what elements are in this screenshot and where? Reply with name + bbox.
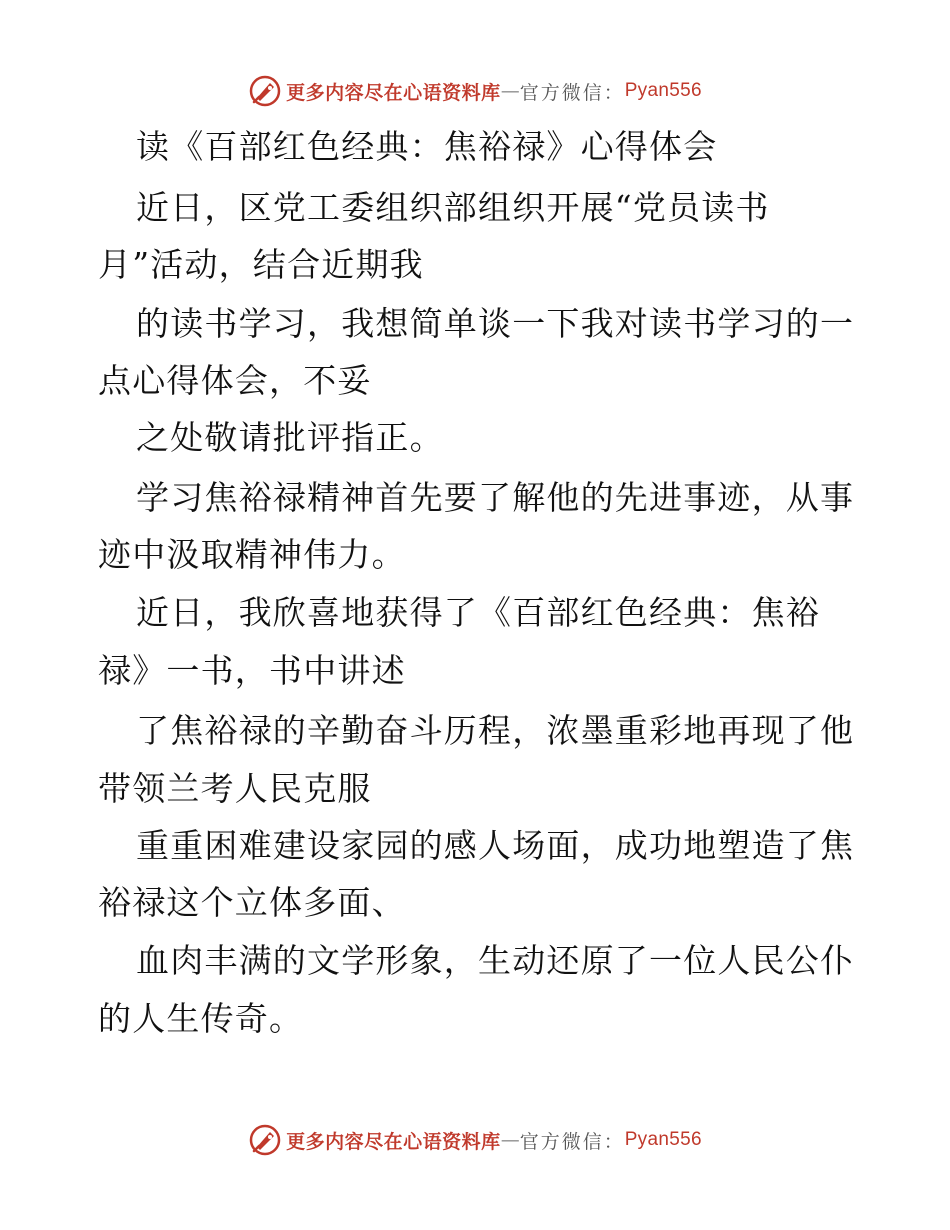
banner-wechat-label: 官方微信： bbox=[519, 1130, 625, 1153]
banner-wechat-label: 官方微信： bbox=[519, 81, 625, 104]
banner-wechat-id: Pyan556 bbox=[624, 80, 702, 101]
paragraph-line: 的人生传奇。 bbox=[98, 999, 304, 1038]
paragraph-line: 之处敬请批评指正。 bbox=[136, 418, 444, 457]
header-banner bbox=[0, 71, 950, 111]
banner-site-text: 更多内容尽在心语资料库 bbox=[286, 1130, 501, 1153]
paragraph-line: 近日，我欣喜地获得了《百部红色经典：焦裕 bbox=[136, 593, 820, 632]
paragraph-line: 血肉丰满的文学形象，生动还原了一位人民公仆 bbox=[136, 941, 855, 980]
document-title: 读《百部红色经典：焦裕禄》心得体会 bbox=[136, 127, 718, 166]
footer-banner bbox=[0, 1120, 950, 1160]
paragraph-line: 重重困难建设家园的感人场面，成功地塑造了焦 bbox=[136, 826, 855, 865]
paragraph-line: 点心得体会，不妥 bbox=[98, 361, 372, 400]
paragraph-line: 的读书学习，我想简单谈一下我对读书学习的一 bbox=[136, 304, 855, 343]
paragraph-line: 禄》一书，书中讲述 bbox=[98, 651, 406, 690]
paragraph-line: 学习焦裕禄精神首先要了解他的先进事迹，从事 bbox=[136, 478, 855, 517]
paragraph-line: 带领兰考人民克服 bbox=[98, 769, 372, 808]
pen-nib-logo-icon bbox=[248, 74, 282, 108]
paragraph-line: 裕禄这个立体多面、 bbox=[98, 883, 406, 922]
banner-dash: — bbox=[500, 80, 520, 102]
pen-nib-logo-icon bbox=[248, 1123, 282, 1157]
banner-site-text: 更多内容尽在心语资料库 bbox=[286, 81, 501, 104]
paragraph-line: 迹中汲取精神伟力。 bbox=[98, 535, 406, 574]
paragraph-line: 了焦裕禄的辛勤奋斗历程，浓墨重彩地再现了他 bbox=[136, 711, 855, 750]
paragraph-line: 月”活动，结合近期我 bbox=[98, 245, 424, 284]
banner-wechat-id: Pyan556 bbox=[624, 1129, 702, 1150]
paragraph-line: 近日，区党工委组织部组织开展“党员读书 bbox=[136, 188, 770, 227]
banner-dash: — bbox=[500, 1129, 520, 1151]
